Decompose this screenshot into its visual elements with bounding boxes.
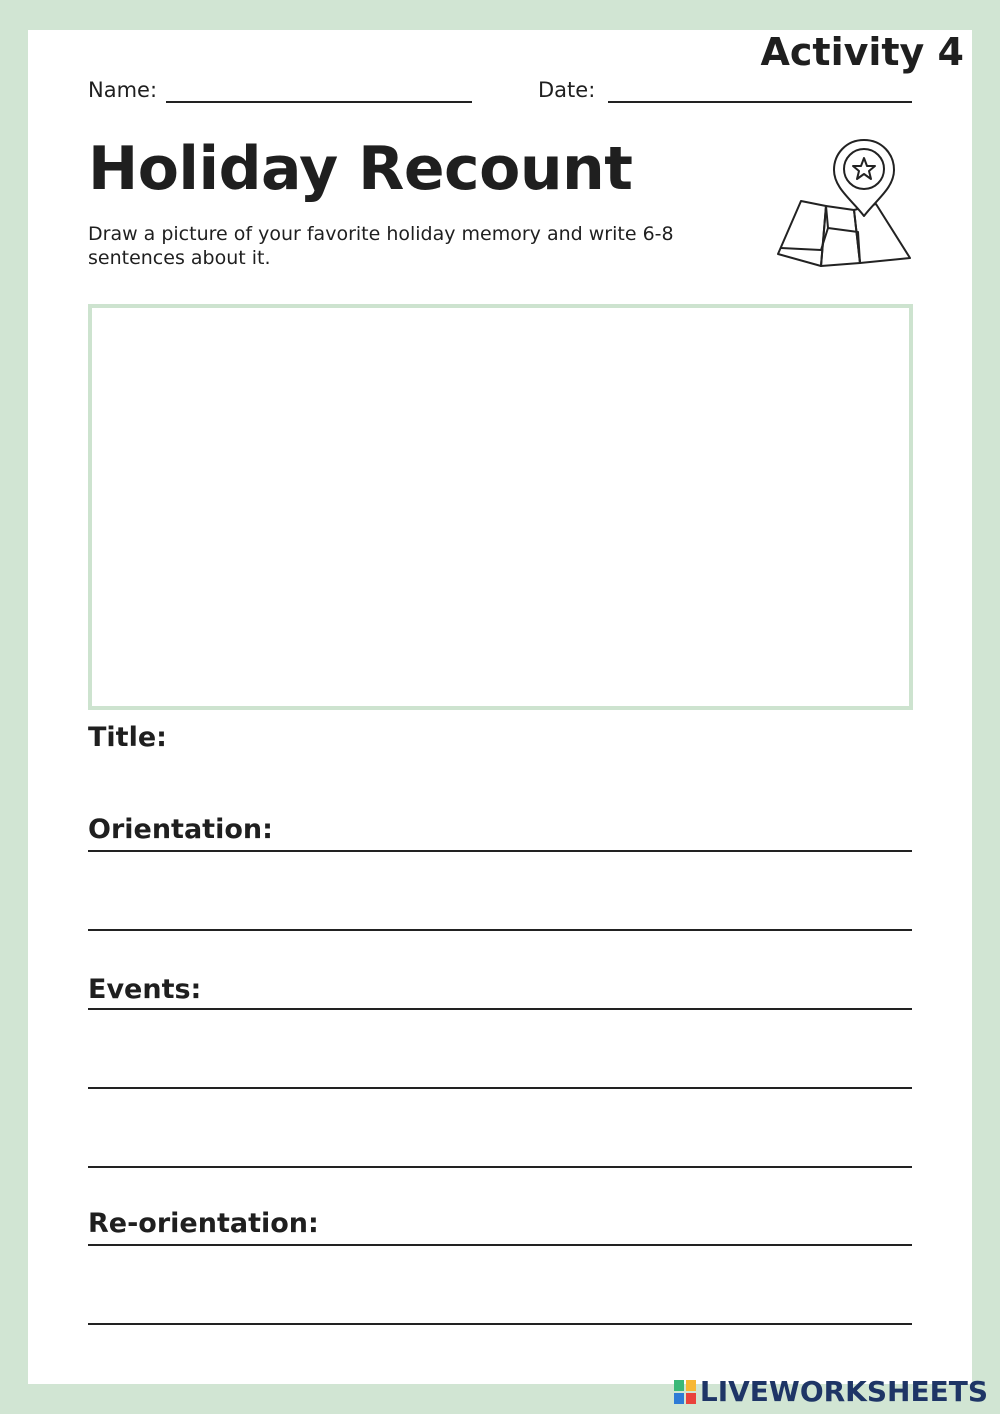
title-label: Title: xyxy=(88,722,167,753)
reorientation-line-1[interactable] xyxy=(88,1244,912,1246)
orientation-line-2[interactable] xyxy=(88,929,912,931)
orientation-line-1[interactable] xyxy=(88,850,912,852)
reorientation-line-2[interactable] xyxy=(88,1323,912,1325)
map-pin-icon xyxy=(776,138,916,270)
liveworksheets-logo-icon xyxy=(674,1380,696,1404)
instructions-text: Draw a picture of your favorite holiday memory and write 6-8 sentences about it. xyxy=(88,223,674,269)
events-line-3[interactable] xyxy=(88,1166,912,1168)
brand-text: LIVEWORKSHEETS xyxy=(699,1375,988,1408)
events-line-2[interactable] xyxy=(88,1087,912,1089)
name-label: Name: xyxy=(88,78,158,102)
reorientation-label: Re-orientation: xyxy=(88,1208,319,1239)
liveworksheets-brand xyxy=(674,1375,988,1408)
orientation-label: Orientation: xyxy=(88,814,273,845)
date-label: Date: xyxy=(538,78,596,102)
name-field[interactable] xyxy=(166,101,472,103)
activity-number: Activity 4 xyxy=(760,30,964,74)
events-label: Events: xyxy=(88,974,202,1005)
drawing-box[interactable] xyxy=(88,304,913,710)
events-line-1[interactable] xyxy=(88,1008,912,1010)
worksheet-page xyxy=(28,30,972,1384)
date-field[interactable] xyxy=(608,101,912,103)
page-title: Holiday Recount xyxy=(88,134,633,204)
